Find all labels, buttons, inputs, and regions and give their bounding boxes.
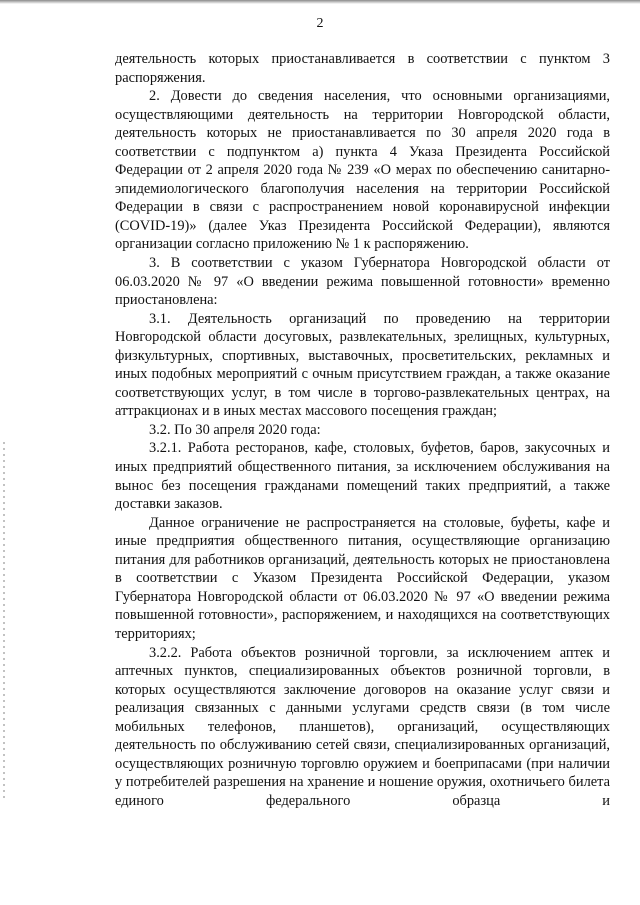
paragraph-3-1: 3.1. Деятельность организаций по проведению на территории Новгородской области досуговых, развлекательных, зрелищных, культурных, физкультурных, спортивных, выставочных, просветительских, рекламных и иных подобных мероприятий с очным присутствием граждан, а также оказание соответствующих услуг, в том числе в торгово-развлекательных центрах, на аттракционах и в иных местах массового посещения граждан; [115,310,610,420]
paragraph-3-2-1: 3.2.1. Работа ресторанов, кафе, столовых, буфетов, баров, закусочных и иных предприятий общественного питания, за исключением обслуживания на вынос без посещения гражданами помещений таких предприятий, а также доставки заказов. [115,440,610,513]
binding-holes [3,440,5,800]
paragraph-restriction-note: Данное ограничение не распространяется на столовые, буфеты, кафе и иные предприятия общественного питания, осуществляющие организацию питания для работников организаций, деятельность которых не приостановлена в соответствии с Указом Президента Российской Федерации, указом Губернатора Новгородской области от 06.03.2020 № 97 «О введении режима повышенной готовности», распоряжением, и находящихся на соответствующих территориях; [115,514,610,642]
paragraph-3-2: 3.2. По 30 апреля 2020 года: [149,421,321,438]
paragraph-2: 2. Довести до сведения населения, что основными организациями, осуществляющими деятельность на территории Новгородской области, деятельность которых не приостанавливается по 30 апреля 2020 года в соответствии с подпунктом а) пункта 4 Указа Президента Российской Федерации от 2 апреля 2020 года № 239 «О мерах по обеспечению санитарно-эпидемиологического благополучия населения на территории Российской Федерации в связи с распространением новой коронавирусной инфекции (COVID-19)» (далее Указ Президента Российской Федерации), являются организации согласно приложению № 1 к распоряжению. [115,88,610,253]
paragraph-3-2-2: 3.2.2. Работа объектов розничной торговли, за исключением аптек и аптечных пунктов, специализированных объектов розничной торговли, в которых осуществляются заключение договоров на оказание услуг связи и реализация связанных с данными услугами средств связи (в том числе мобильных телефонов, планшетов), организаций, осуществляющих деятельность по обслуживанию сетей связи, специализированных организаций, осуществляющих розничную торговлю оружием и боеприпасами (при наличии у потребителей разрешения на хранение и ношение оружия, охотничьего билета единого федерального образца и [115,644,610,809]
scan-top-edge [0,0,640,4]
page-number: 2 [316,16,324,31]
document-body [115,50,610,810]
paragraph-3: 3. В соответствии с указом Губернатора Новгородской области от 06.03.2020 № 97 «О введении режима повышенной готовности» временно приостановлена: [115,255,610,309]
paragraph-continuation: деятельность которых приостанавливается в соответствии с пунктом 3 распоряжения. [115,51,610,86]
